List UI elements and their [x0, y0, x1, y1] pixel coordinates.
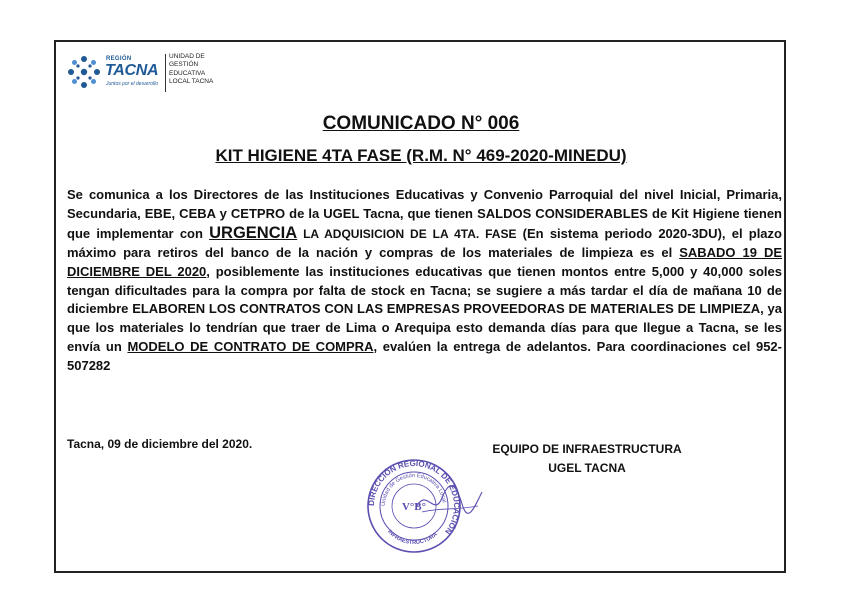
signature-block — [462, 440, 712, 478]
seal-inner-text: Unidad de Gestión Educativa Local — [380, 472, 447, 507]
signature-org: UGEL TACNA — [548, 461, 626, 475]
logo-tacna-label: TACNA — [105, 62, 159, 79]
date-line: Tacna, 09 de diciembre del 2020. — [67, 437, 253, 451]
region-tacna-emblem-icon — [64, 52, 104, 92]
seal-center-mark: V°B° — [401, 501, 427, 513]
logo-ugel-line: UNIDAD DE — [169, 53, 205, 60]
seal-bottom-text: INFRAESTRUCTURA — [386, 529, 439, 546]
logo-ugel-text — [169, 53, 213, 87]
logo-tagline: Juntos por el desarrollo — [106, 81, 158, 87]
contract-model-reference: MODELO DE CONTRATO DE COMPRA — [127, 339, 374, 355]
deadline-date: SABADO 19 DE DICIEMBRE DEL 2020 — [67, 244, 783, 279]
urgency-emphasis: URGENCIA — [209, 223, 298, 242]
seal-outer-text: DIRECCIÓN REGIONAL DE EDUCACIÓN — [366, 458, 462, 536]
body-text: , evalúen la entrega de adelantos. Para coordinaciones cel 952-507282 — [67, 339, 782, 374]
logo-divider — [165, 54, 166, 92]
ugel-tacna-logo — [64, 50, 224, 98]
logo-ugel-line: EDUCATIVA — [169, 69, 206, 77]
body-text-caps: LA ADQUISICION DE LA 4TA. FASE — [297, 226, 517, 241]
body-text: Se comunica a los Directores de las Instituciones Educativas y Convenio Parroquial del nivel Inicial, Primaria, Secundaria, EBE, CEBA y CETPRO de la UGEL Tacna, que tienen SALDOS CONSIDERABLES de Kit Higiene tienen que implementar con — [67, 187, 782, 241]
logo-region-label: REGIÓN — [106, 56, 132, 62]
communique-body — [67, 186, 782, 376]
body-text: (En sistema periodo 2020-3DU), el plazo máximo para retiros del banco de la nación y compras de los materiales de limpieza es el — [67, 225, 782, 260]
svg-text:INFRAESTRUCTURA — [386, 529, 439, 546]
handwritten-signature — [412, 478, 484, 522]
document-subtitle: KIT HIGIENE 4TA FASE (R.M. N° 469-2020-MINEDU) — [215, 146, 627, 165]
logo-ugel-line: LOCAL TACNA — [169, 78, 214, 86]
signature-team: EQUIPO DE INFRAESTRUCTURA — [492, 442, 682, 456]
logo-ugel-line: GESTIÓN — [169, 61, 199, 69]
body-text: , posiblemente las instituciones educativas que tienen montos entre 5,000 y 40,000 soles tengan dificultades para la compra por falta de stock en Tacna; se sugiere a más tardar el día de mañana 10 de diciembre ELABOREN LOS CONTRATOS CON LAS EMPRESAS PROVEEDORAS DE MATERIALES DE LIMPIEZA, ya que los materiales lo tendrían que traer de Lima o Arequipa esto demanda días para que llegue a Tacna, se les envía un — [67, 263, 782, 355]
document-title: COMUNICADO N° 006 — [322, 113, 520, 134]
